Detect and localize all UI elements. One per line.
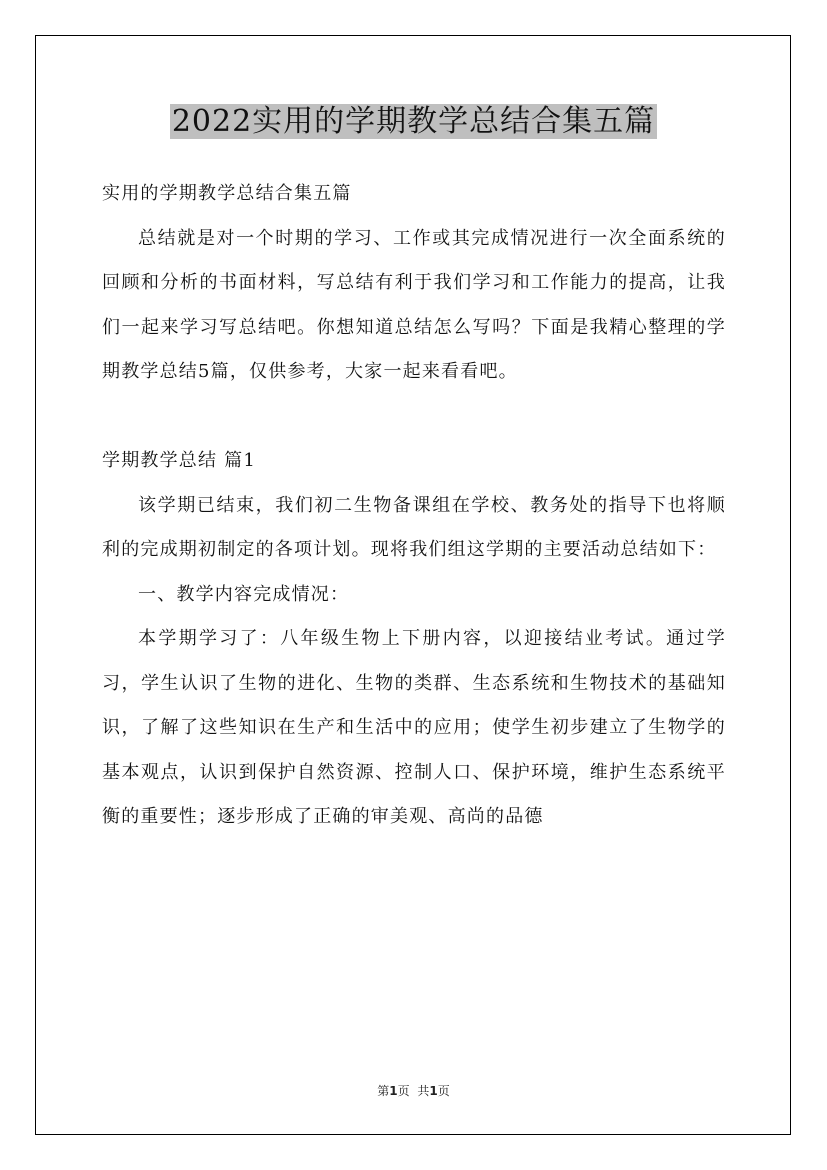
- page-number: 1: [389, 1084, 398, 1098]
- total-pages-label: 共1页: [417, 1084, 450, 1098]
- section-heading: 学期教学总结 篇1: [102, 450, 256, 471]
- section-paragraph-2: 本学期学习了：八年级生物上下册内容，以迎接结业考试。通过学习，学生认识了生物的进化、生物的类群、生态系统和生物技术的基础知识，了解了这些知识在生产和生活中的应用；使学生初步建立了生物学的基本观点，认识到保护自然资源、控制人口、保护环境，维护生态系统平衡的重要性；逐步形成了正确的审美观、高尚的品德: [102, 628, 726, 827]
- document-title-text: 2022实用的学期教学总结合集五篇: [171, 104, 656, 139]
- total-pages: 1: [429, 1084, 438, 1098]
- paragraph-spacer: [102, 395, 726, 440]
- document-body: [102, 172, 726, 840]
- page-label: 第1页: [377, 1084, 410, 1098]
- section-subheading: 一、教学内容完成情况：: [138, 583, 350, 605]
- page-footer: [0, 1082, 827, 1100]
- document-subtitle: 实用的学期教学总结合集五篇: [102, 183, 352, 204]
- intro-paragraph: 总结就是对一个时期的学习、工作或其完成情况进行一次全面系统的回顾和分析的书面材料，写总结有利于我们学习和工作能力的提高，让我们一起来学习写总结吧。你想知道总结怎么写吗？下面是我精心整理的学期教学总结5篇，仅供参考，大家一起来看看吧。: [102, 227, 726, 382]
- document-title: [0, 100, 827, 144]
- section-paragraph-1: 该学期已结束，我们初二生物备课组在学校、教务处的指导下也将顺利的完成期初制定的各项计划。现将我们组这学期的主要活动总结如下：: [102, 494, 726, 560]
